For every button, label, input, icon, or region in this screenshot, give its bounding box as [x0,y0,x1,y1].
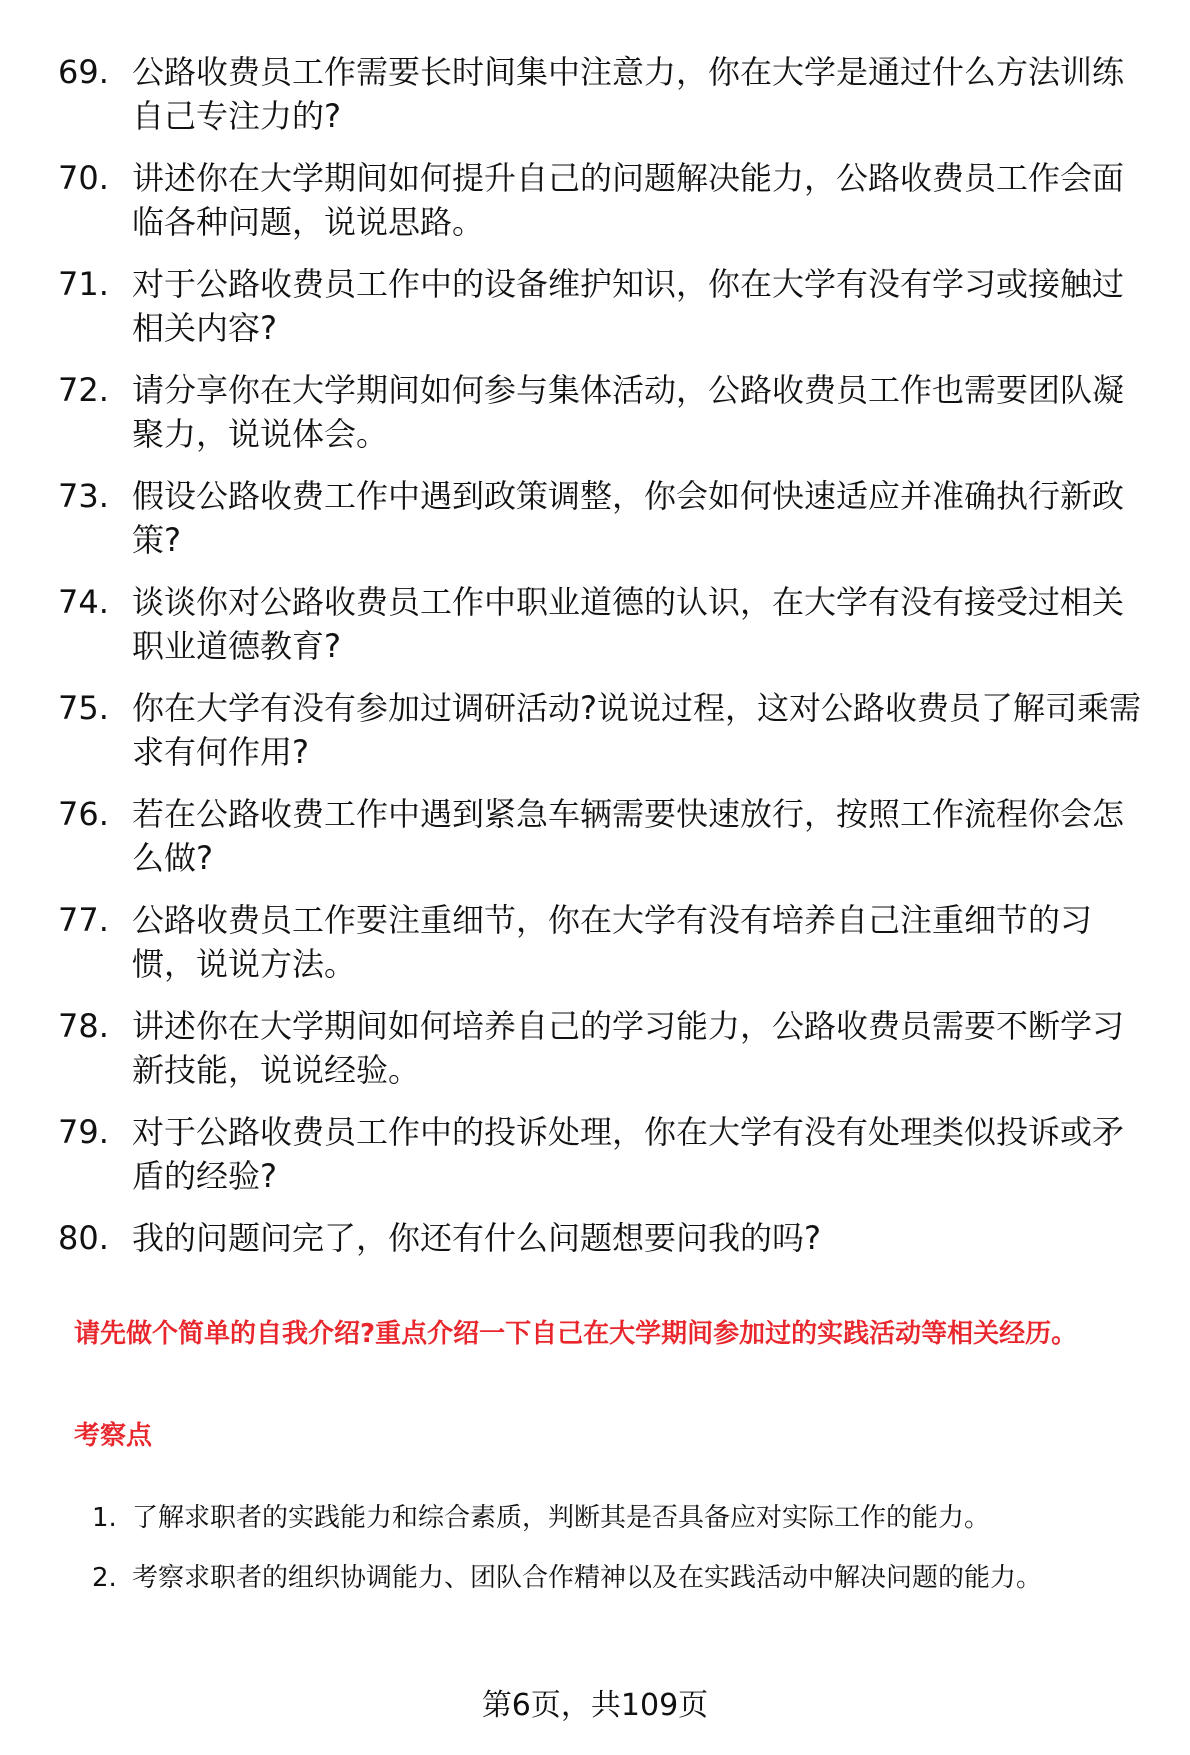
question-number: 77. [58,901,109,939]
question-item [58,50,1148,138]
question-text: 对于公路收费员工作中的设备维护知识，你在大学有没有学习或接触过相关内容? [132,265,1125,347]
point-text: 考察求职者的组织协调能力、团队合作精神以及在实践活动中解决问题的能力。 [132,1563,1043,1593]
question-number: 71. [58,265,109,303]
question-number: 72. [58,371,109,409]
section-heading: 考察点 [74,1421,153,1451]
point-number: 2. [92,1563,117,1593]
question-text: 若在公路收费工作中遇到紧急车辆需要快速放行，按照工作流程你会怎么做? [132,795,1125,877]
question-text: 谈谈你对公路收费员工作中职业道德的认识，在大学有没有接受过相关职业道德教育? [132,583,1125,665]
question-number: 70. [58,159,109,197]
question-item [58,1004,1148,1092]
question-item [58,792,1148,880]
page-footer: 第6页，共109页 [481,1688,709,1723]
question-item [58,898,1148,986]
question-text: 讲述你在大学期间如何培养自己的学习能力，公路收费员需要不断学习新技能，说说经验。 [132,1007,1125,1089]
question-text: 公路收费员工作要注重细节，你在大学有没有培养自己注重细节的习惯，说说方法。 [132,901,1093,983]
question-number: 78. [58,1007,109,1045]
question-item [58,156,1148,244]
question-item [58,580,1148,668]
point-item [92,1548,1152,1608]
question-text: 你在大学有没有参加过调研活动?说说过程，这对公路收费员了解司乘需求有何作用? [132,689,1141,771]
question-text: 假设公路收费工作中遇到政策调整，你会如何快速适应并准确执行新政策? [132,477,1125,559]
question-item [58,1110,1148,1198]
question-item [58,368,1148,456]
point-item [92,1488,1152,1548]
point-text: 了解求职者的实践能力和综合素质，判断其是否具备应对实际工作的能力。 [132,1503,991,1533]
question-text: 我的问题问完了，你还有什么问题想要问我的吗? [132,1219,821,1257]
question-text: 讲述你在大学期间如何提升自己的问题解决能力，公路收费员工作会面临各种问题，说说思路。 [132,159,1125,241]
question-number: 74. [58,583,109,621]
question-list [58,50,1148,1278]
question-number: 75. [58,689,109,727]
highlight-question: 请先做个简单的自我介绍?重点介绍一下自己在大学期间参加过的实践活动等相关经历。 [74,1319,1078,1349]
question-text: 公路收费员工作需要长时间集中注意力，你在大学是通过什么方法训练自己专注力的? [132,53,1125,135]
question-item [58,262,1148,350]
question-item [58,474,1148,562]
question-number: 73. [58,477,109,515]
question-number: 80. [58,1219,109,1257]
question-number: 69. [58,53,109,91]
point-number: 1. [92,1503,117,1533]
point-list [92,1488,1152,1608]
question-text: 请分享你在大学期间如何参与集体活动，公路收费员工作也需要团队凝聚力，说说体会。 [132,371,1125,453]
question-number: 76. [58,795,109,833]
question-number: 79. [58,1113,109,1151]
question-text: 对于公路收费员工作中的投诉处理，你在大学有没有处理类似投诉或矛盾的经验? [132,1113,1125,1195]
question-item [58,686,1148,774]
question-item [58,1216,1148,1260]
